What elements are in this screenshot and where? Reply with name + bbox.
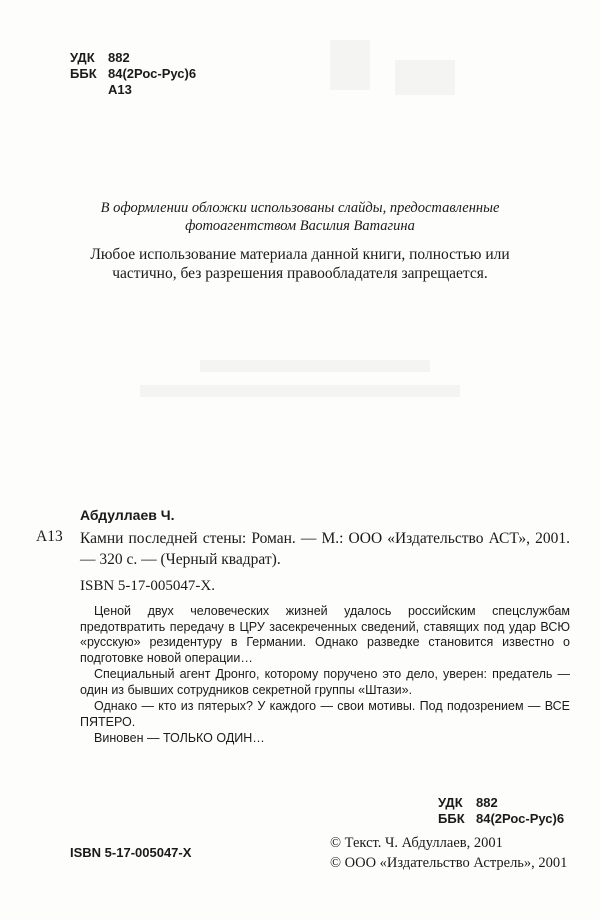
show-through-mark <box>330 40 370 90</box>
annotation <box>80 604 570 748</box>
cover-credit: В оформлении обложки использованы слайды, предоставленные фотоагентством Василия Ватагина <box>100 200 500 234</box>
bbk-value: 84(2Рос-Рус)6 <box>476 811 565 826</box>
bbk-value: 84(2Рос-Рус)6 <box>108 66 197 81</box>
bbk-label: ББК <box>70 66 97 81</box>
copyright-text: © Текст. Ч. Абдуллаев, 2001 <box>330 835 503 851</box>
bibliographic-description: Камни последней стены: Роман. — М.: ООО «Издательство АСТ», 2001. — 320 с. — (Черный квадрат). <box>80 530 570 568</box>
udk-value: 882 <box>108 50 130 65</box>
udk-value: 882 <box>476 795 498 810</box>
classification-codes-top <box>70 50 196 98</box>
copyright-publisher: © ООО «Издательство Астрель», 2001 <box>330 855 568 871</box>
author-code-margin: А13 <box>36 528 63 545</box>
classification-codes-bottom <box>438 795 564 827</box>
udk-label: УДК <box>438 795 463 810</box>
annotation-paragraph: Однако — кто из пятерых? У каждого — свои мотивы. Под подозрением — ВСЕ ПЯТЕРО. <box>80 699 570 729</box>
show-through-mark <box>200 360 430 372</box>
isbn-entry: ISBN 5-17-005047-Х. <box>80 578 215 594</box>
show-through-mark <box>395 60 455 95</box>
annotation-paragraph: Специальный агент Дронго, которому поручено это дело, уверен: предатель — один из бывших сотрудников секретной группы «Штази». <box>80 667 570 697</box>
copyright-block <box>330 833 567 873</box>
bbk-label: ББК <box>438 811 465 826</box>
author-name: Абдуллаев Ч. <box>80 507 175 523</box>
udk-label: УДК <box>70 50 95 65</box>
isbn-bottom: ISBN 5-17-005047-Х <box>70 845 192 860</box>
rights-notice: Любое использование материала данной книги, полностью или частично, без разрешения правообладателя запрещается. <box>90 246 510 282</box>
show-through-mark <box>140 385 460 397</box>
author-code: А13 <box>108 82 132 97</box>
annotation-paragraph: Ценой двух человеческих жизней удалось российским спецслужбам предотвратить передачу в ЦРУ засекреченных сведений, ставящих под удар ВСЮ «русскую» резидентуру в Германии. Однако разведке становится известно о подготовке новой операции… <box>80 604 570 665</box>
annotation-paragraph: Виновен — ТОЛЬКО ОДИН… <box>94 731 265 745</box>
